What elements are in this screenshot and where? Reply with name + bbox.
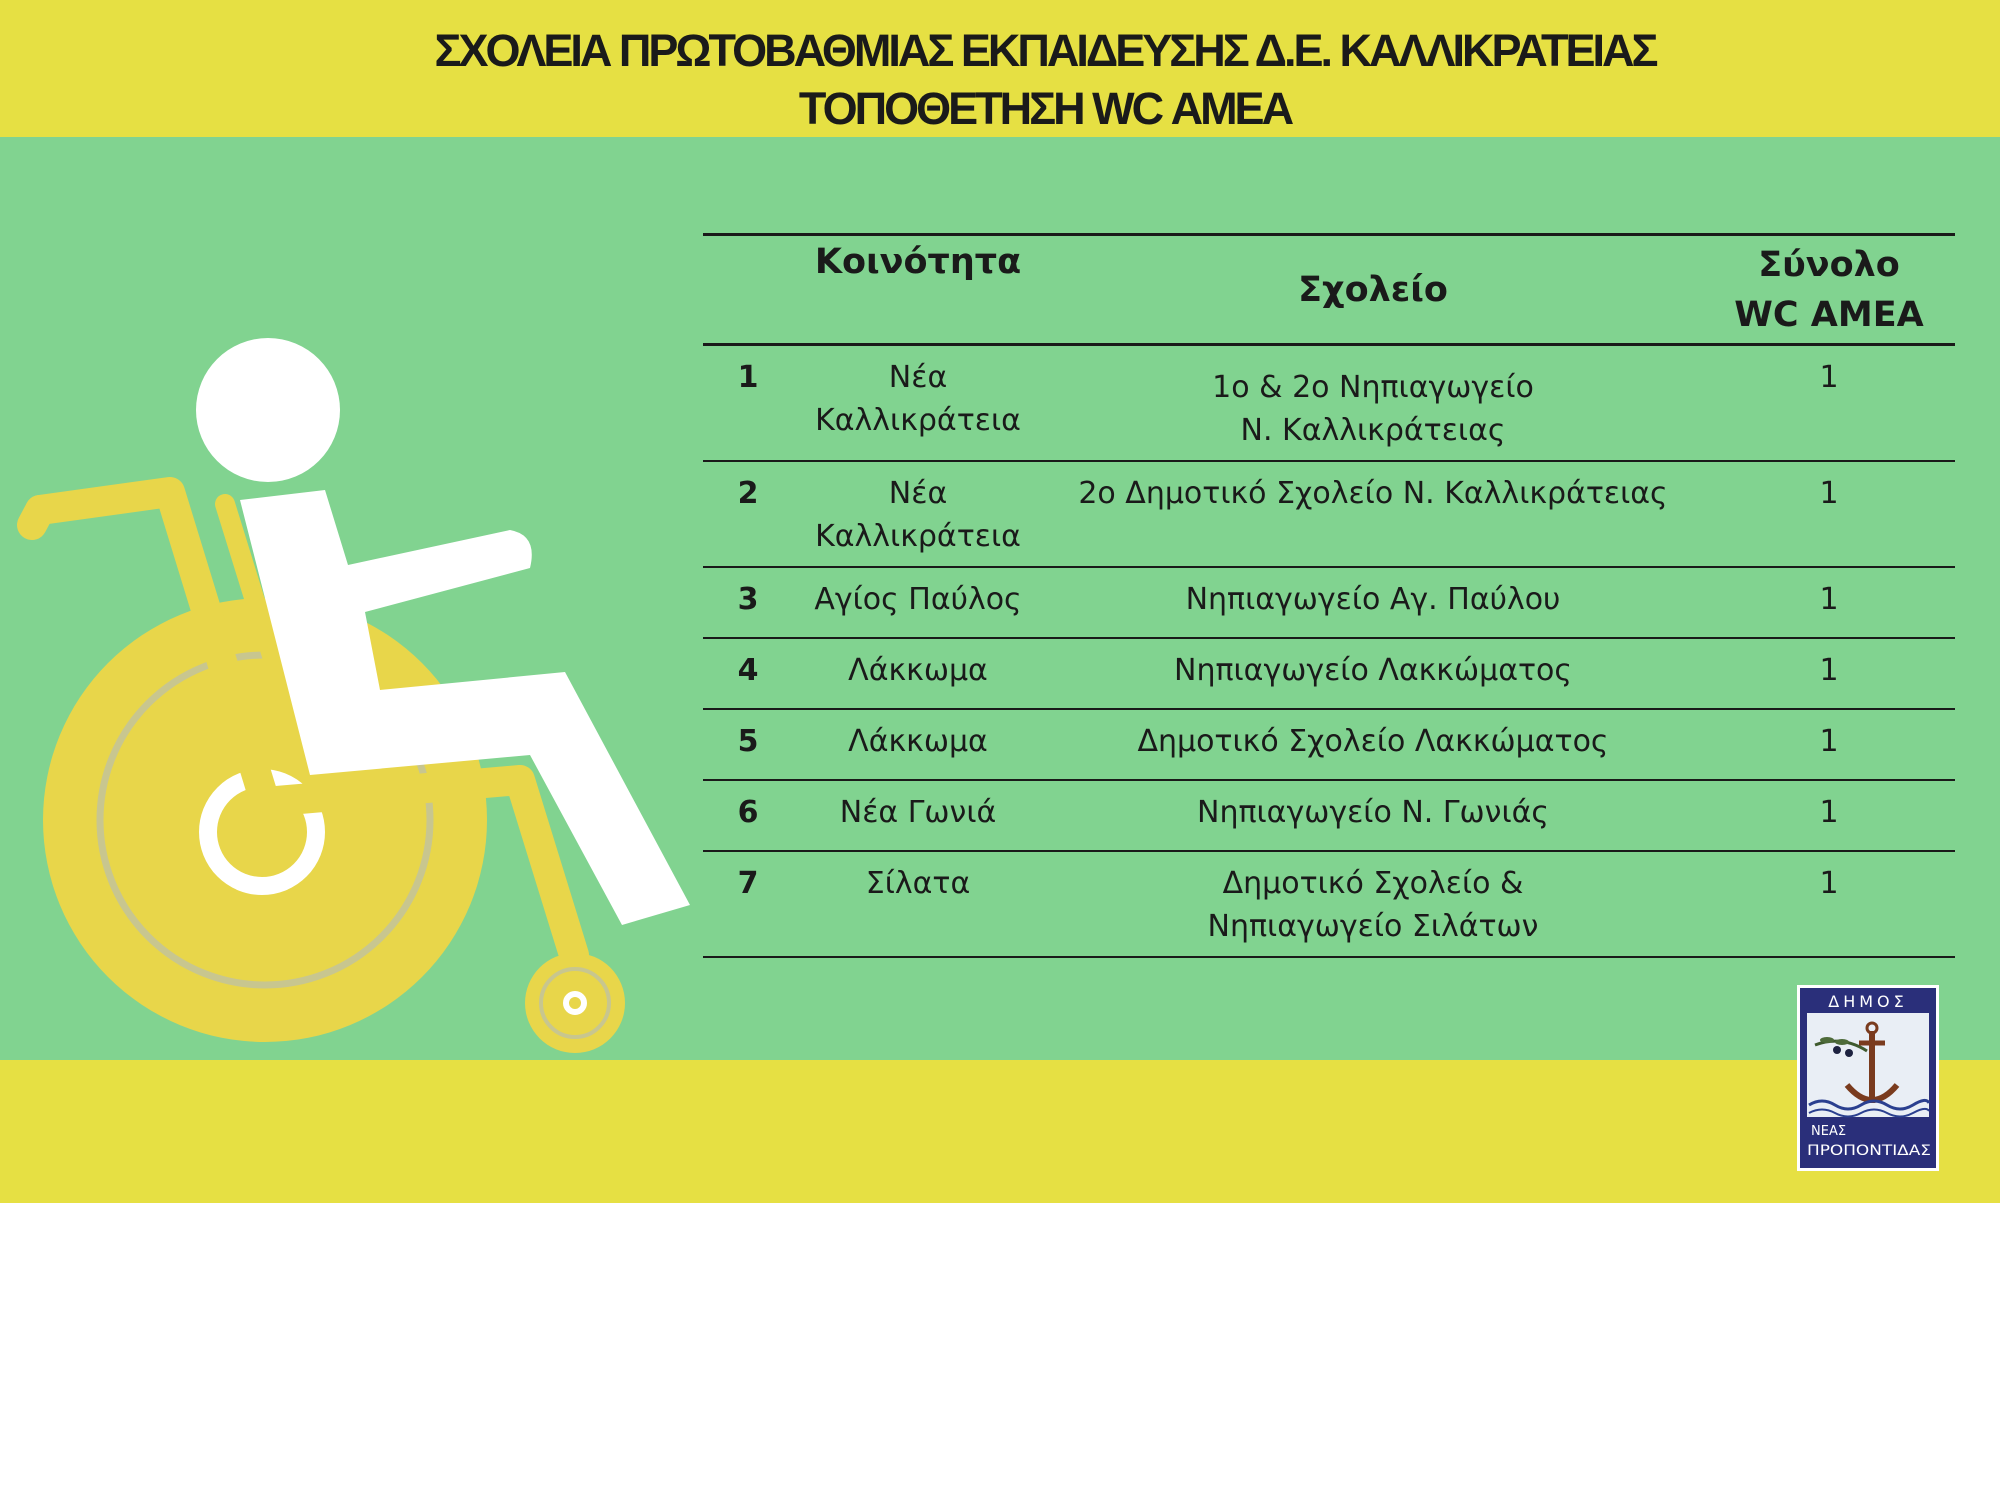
header-school: Σχολείο — [1298, 269, 1448, 310]
row-community: Αγίος Παύλος — [814, 582, 1022, 617]
title-line-2: ΤΟΠΟΘΕΤΗΣΗ WC ΑΜΕΑ — [798, 83, 1292, 134]
row-number: 7 — [737, 866, 759, 901]
wheelchair-icon — [0, 300, 720, 1080]
municipality-logo — [1797, 985, 1939, 1171]
row-total: 1 — [1819, 795, 1839, 830]
row-school: Νηπιαγωγείο Λακκώματος — [1174, 653, 1572, 688]
row-total: 1 — [1819, 866, 1839, 901]
footer-band — [0, 1060, 2000, 1203]
person-head-icon — [196, 338, 340, 482]
table-row — [703, 709, 1955, 780]
row-community: Νέα Καλλικράτεια — [815, 360, 1021, 438]
row-school-line-2: Νηπιαγωγείο Σιλάτων — [1207, 909, 1539, 944]
row-number: 5 — [737, 724, 759, 759]
page-title — [0, 22, 2000, 138]
table-row — [703, 567, 1955, 638]
row-school: Νηπιαγωγείο Ν. Γωνιάς — [1197, 795, 1549, 830]
title-line-1: ΣΧΟΛΕΙΑ ΠΡΩΤΟΒΑΘΜΙΑΣ ΕΚΠΑΙΔΕΥΣΗΣ Δ.Ε. ΚΑΛΛΙΚΡΑΤΕΙΑΣ — [434, 25, 1656, 76]
table-row — [703, 851, 1955, 957]
row-number: 3 — [737, 582, 759, 617]
row-school-line-1: Δημοτικό Σχολείο & — [1222, 866, 1524, 901]
logo-bottom-text-1: ΝΕΑΣ — [1811, 1124, 1847, 1139]
logo-bottom-text-2: ΠΡΟΠΟΝΤΙΔΑΣ — [1807, 1143, 1931, 1159]
row-school — [1043, 345, 1703, 462]
schools-table — [703, 233, 1955, 958]
row-school: 2ο Δημοτικό Σχολείο Ν. Καλλικράτειας — [1078, 476, 1668, 511]
row-number: 1 — [737, 360, 759, 395]
header-number — [703, 235, 793, 345]
logo-top-text: ΔΗΜΟΣ — [1828, 992, 1908, 1011]
table-header-row — [703, 235, 1955, 345]
row-total: 1 — [1819, 653, 1839, 688]
row-community: Σίλατα — [865, 866, 971, 901]
table-row — [703, 638, 1955, 709]
row-school: Νηπιαγωγείο Αγ. Παύλου — [1185, 582, 1561, 617]
row-number: 2 — [737, 476, 759, 511]
row-community: Νέα Γωνιά — [839, 795, 997, 830]
row-school: Δημοτικό Σχολείο Λακκώματος — [1137, 724, 1609, 759]
header-total — [1703, 235, 1955, 345]
row-community: Λάκκωμα — [848, 653, 988, 688]
row-total: 1 — [1819, 724, 1839, 759]
table-row — [703, 345, 1955, 462]
header-total-line-2: WC ΑΜΕΑ — [1734, 294, 1924, 335]
row-total: 1 — [1819, 582, 1839, 617]
row-total: 1 — [1819, 360, 1839, 395]
table-row — [703, 780, 1955, 851]
row-number: 6 — [737, 795, 759, 830]
row-school-line-2: Ν. Καλλικράτειας — [1240, 413, 1506, 448]
row-total: 1 — [1819, 476, 1839, 511]
row-community: Λάκκωμα — [848, 724, 988, 759]
row-number: 4 — [737, 653, 759, 688]
row-school-line-1: 1ο & 2ο Νηπιαγωγείο — [1212, 370, 1534, 405]
chair-handle-icon — [32, 510, 40, 525]
table-row — [703, 461, 1955, 567]
header-community: Κοινότητα — [814, 242, 1022, 282]
header-total-line-1: Σύνολο — [1758, 244, 1900, 285]
row-community: Νέα Καλλικράτεια — [815, 476, 1021, 554]
row-school — [1043, 851, 1703, 957]
